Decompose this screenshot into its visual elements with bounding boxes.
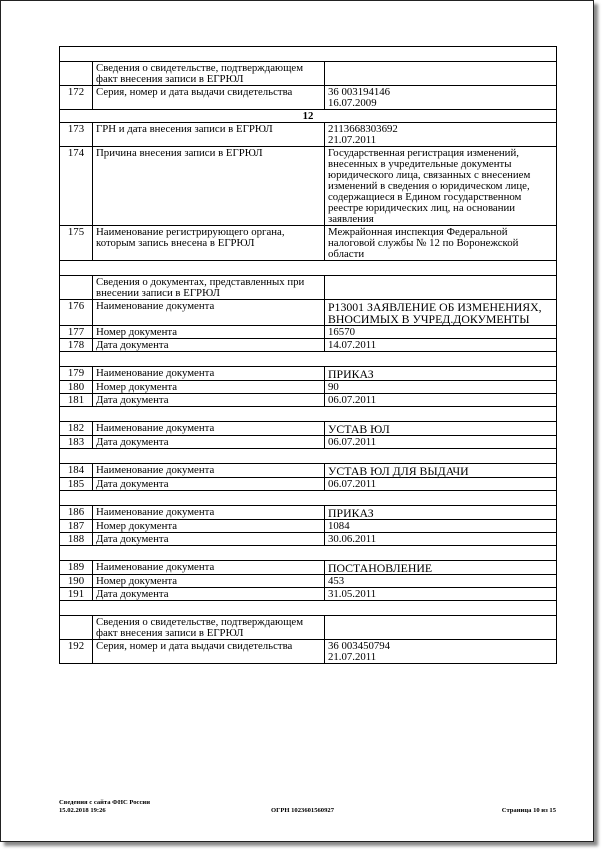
field-value: 31.05.2011 [325,588,557,601]
group-header-label: Сведения о свидетельстве, подтверждающем факт внесения записи в ЕГРЮЛ [93,616,325,640]
row-number: 174 [60,147,93,226]
spacer-row [60,601,557,616]
table-row [60,478,557,491]
row-number: 176 [60,300,93,326]
field-value: 06.07.2011 [325,436,557,449]
field-value: Р13001 ЗАЯВЛЕНИЕ ОБ ИЗМЕНЕНИЯХ, ВНОСИМЫХ В УЧРЕД.ДОКУМЕНТЫ [325,300,557,326]
spacer-cell [60,261,557,276]
row-number-cell [60,276,93,300]
field-label: Серия, номер и дата выдачи свидетельства [93,640,325,664]
table-row [60,394,557,407]
field-value: 14.07.2011 [325,339,557,352]
spacer-cell [60,352,557,367]
field-value: 36 003194146 16.07.2009 [325,86,557,110]
spacer-cell [60,407,557,422]
row-number: 175 [60,226,93,261]
footer-source-text: Сведения с сайта ФНС России [59,799,150,806]
field-value: ПРИКАЗ [325,506,557,520]
table-row [60,436,557,449]
table-row [60,464,557,478]
spacer-cell [60,601,557,616]
row-number-cell [60,62,93,86]
field-label: Наименование документа [93,422,325,436]
spacer-cell [60,546,557,561]
field-value: 1084 [325,520,557,533]
field-label: Дата документа [93,394,325,407]
table-row [60,640,557,664]
row-number-cell [60,616,93,640]
row-number: 189 [60,561,93,575]
field-value: 16570 [325,326,557,339]
table-row [60,533,557,546]
field-value: Межрайонная инспекция Федеральной налоговой службы № 12 по Воронежской области [325,226,557,261]
row-number: 173 [60,123,93,147]
spacer-row [60,47,557,62]
row-number: 182 [60,422,93,436]
field-label: Дата документа [93,533,325,546]
value-cell [325,616,557,640]
table-row [60,520,557,533]
row-number: 183 [60,436,93,449]
field-label: Наименование документа [93,506,325,520]
group-header-label: Сведения о документах, представленных при внесении записи в ЕГРЮЛ [93,276,325,300]
row-number: 178 [60,339,93,352]
group-header-row [60,62,557,86]
field-value: 06.07.2011 [325,394,557,407]
row-number: 172 [60,86,93,110]
row-number: 191 [60,588,93,601]
table-row [60,300,557,326]
spacer-row [60,546,557,561]
field-value: УСТАВ ЮЛ ДЛЯ ВЫДАЧИ [325,464,557,478]
value-cell [325,276,557,300]
field-value: 06.07.2011 [325,478,557,491]
spacer-row [60,449,557,464]
footer-ogrn: ОГРН 1023601560927 [271,807,334,814]
row-number: 184 [60,464,93,478]
field-label: Номер документа [93,381,325,394]
group-header-row [60,616,557,640]
table-row [60,339,557,352]
field-label: Наименование документа [93,367,325,381]
field-value: 30.06.2011 [325,533,557,546]
egrul-table [59,46,557,664]
field-value: ПОСТАНОВЛЕНИЕ [325,561,557,575]
spacer-cell [60,449,557,464]
row-number: 188 [60,533,93,546]
row-number: 192 [60,640,93,664]
section-row [60,110,557,123]
group-header-label: Сведения о свидетельстве, подтверждающем факт внесения записи в ЕГРЮЛ [93,62,325,86]
footer-datetime: 15.02.2018 19:26 [59,806,106,814]
table-row [60,226,557,261]
field-label: Причина внесения записи в ЕГРЮЛ [93,147,325,226]
row-number: 177 [60,326,93,339]
table-row [60,123,557,147]
field-value: ПРИКАЗ [325,367,557,381]
field-label: Номер документа [93,575,325,588]
spacer-row [60,407,557,422]
table-row [60,588,557,601]
field-label: Дата документа [93,588,325,601]
row-number: 185 [60,478,93,491]
value-cell [325,62,557,86]
spacer-cell [60,47,557,62]
row-number: 190 [60,575,93,588]
field-label: Наименование документа [93,561,325,575]
spacer-row [60,352,557,367]
spacer-row [60,491,557,506]
table-row [60,561,557,575]
field-value: 453 [325,575,557,588]
field-value: Государственная регистрация изменений, внесенных в учредительные документы юридического лица, связанных с внесением изменений в сведения о юридическом лице, содержащиеся в Едином государственном реестре юридических лиц, на основании заявления [325,147,557,226]
field-value: 2113668303692 21.07.2011 [325,123,557,147]
row-number: 180 [60,381,93,394]
table-row [60,147,557,226]
section-number: 12 [60,110,557,123]
row-number: 181 [60,394,93,407]
row-number: 179 [60,367,93,381]
field-label: Дата документа [93,478,325,491]
field-value: 90 [325,381,557,394]
field-label: Наименование документа [93,464,325,478]
footer-page-number: Страница 10 из 15 [501,807,556,814]
row-number: 187 [60,520,93,533]
field-label: Наименование документа [93,300,325,326]
table-row [60,381,557,394]
group-header-row [60,276,557,300]
spacer-row [60,261,557,276]
table-row [60,367,557,381]
table-row [60,326,557,339]
field-label: Дата документа [93,339,325,352]
row-number: 186 [60,506,93,520]
field-label: Серия, номер и дата выдачи свидетельства [93,86,325,110]
footer-source [59,799,150,814]
table-row [60,575,557,588]
spacer-cell [60,491,557,506]
field-label: Наименование регистрирующего органа, которым запись внесена в ЕГРЮЛ [93,226,325,261]
field-label: Дата документа [93,436,325,449]
field-label: Номер документа [93,520,325,533]
field-label: Номер документа [93,326,325,339]
field-value: УСТАВ ЮЛ [325,422,557,436]
table-row [60,506,557,520]
table-row [60,86,557,110]
table-row [60,422,557,436]
field-label: ГРН и дата внесения записи в ЕГРЮЛ [93,123,325,147]
field-value: 36 003450794 21.07.2011 [325,640,557,664]
